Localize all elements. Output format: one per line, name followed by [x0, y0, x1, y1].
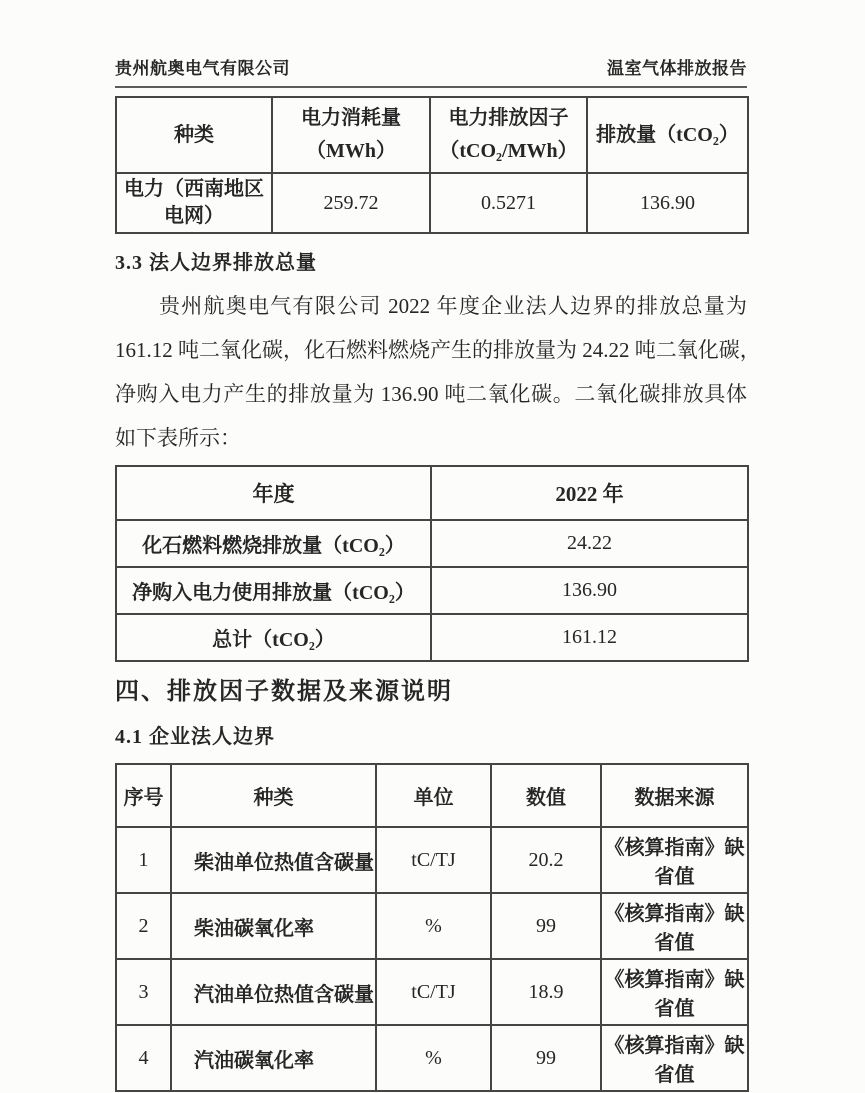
cell-index: 2 — [116, 893, 171, 959]
factor-row-2 — [116, 893, 748, 959]
cell-source: 《核算指南》缺省值 — [601, 959, 748, 1025]
table-row-electricity-use — [116, 567, 748, 614]
cell-total-label: 总计（tCO₂） — [116, 614, 431, 661]
table-header-row — [116, 466, 748, 520]
cell-source: 《核算指南》缺省值 — [601, 1025, 748, 1091]
header-cell-kind: 种类 — [171, 764, 376, 827]
cell-kind: 柴油碳氧化率 — [171, 893, 376, 959]
header-cell-factor — [430, 97, 587, 173]
cell-unit: % — [376, 893, 491, 959]
header-cell-consumption-line2: （MWh） — [306, 140, 396, 162]
cell-total-value: 161.12 — [431, 614, 748, 661]
cell-kind: 汽油单位热值含碳量 — [171, 959, 376, 1025]
factor-row-1 — [116, 827, 748, 893]
cell-kind: 柴油单位热值含碳量 — [171, 827, 376, 893]
emission-factors-table — [115, 763, 749, 1092]
cell-electricity-factor: 0.5271 — [430, 173, 587, 233]
cell-unit: tC/TJ — [376, 959, 491, 1025]
paragraph-line: 净购入电力产生的排放量为 136.90 吨二氧化碳。二氧化碳排放具体 — [115, 382, 747, 406]
header-cell-index: 序号 — [116, 764, 171, 827]
paragraph-line: 如下表所示： — [115, 426, 241, 450]
table-row-fossil — [116, 520, 748, 567]
header-cell-factor-line2: （tCO₂/MWh） — [439, 140, 578, 162]
emission-summary-table — [115, 465, 749, 662]
electricity-emission-table — [115, 96, 749, 234]
header-company-name: 贵州航奥电气有限公司 — [115, 59, 290, 78]
factor-row-4 — [116, 1025, 748, 1091]
section-3-3-paragraph — [115, 284, 761, 460]
table-header-row — [116, 764, 748, 827]
header-cell-emission: 排放量（tCO₂） — [587, 97, 748, 173]
header-cell-consumption — [272, 97, 430, 173]
paragraph-line: 贵州航奥电气有限公司 2022 年度企业法人边界的排放总量为 — [159, 294, 747, 318]
section-4-heading: 四、排放因子数据及来源说明 — [115, 679, 453, 705]
cell-index: 4 — [116, 1025, 171, 1091]
cell-electricity-kind: 电力（西南地区电网） — [116, 173, 272, 233]
header-cell-source: 数据来源 — [601, 764, 748, 827]
table-header-row — [116, 97, 748, 173]
header-cell-unit: 单位 — [376, 764, 491, 827]
cell-value: 20.2 — [491, 827, 601, 893]
cell-value: 99 — [491, 893, 601, 959]
header-cell-kind: 种类 — [116, 97, 272, 173]
cell-source: 《核算指南》缺省值 — [601, 827, 748, 893]
header-cell-consumption-line1: 电力消耗量 — [301, 107, 401, 129]
table-row-total — [116, 614, 748, 661]
cell-unit: tC/TJ — [376, 827, 491, 893]
header-cell-year-value: 2022 年 — [431, 466, 748, 520]
cell-electricity-use-label: 净购入电力使用排放量（tCO₂） — [116, 567, 431, 614]
cell-index: 3 — [116, 959, 171, 1025]
cell-value: 18.9 — [491, 959, 601, 1025]
cell-index: 1 — [116, 827, 171, 893]
header-cell-year-label: 年度 — [116, 466, 431, 520]
paragraph-line: 161.12 吨二氧化碳，化石燃料燃烧产生的排放量为 24.22 吨二氧化碳， — [115, 338, 761, 362]
section-4-1-heading: 4.1 企业法人边界 — [115, 726, 275, 748]
page-header — [115, 54, 747, 88]
cell-electricity-emission: 136.90 — [587, 173, 748, 233]
cell-electricity-consumption: 259.72 — [272, 173, 430, 233]
header-report-title: 温室气体排放报告 — [607, 59, 747, 78]
cell-fossil-label: 化石燃料燃烧排放量（tCO₂） — [116, 520, 431, 567]
cell-source: 《核算指南》缺省值 — [601, 893, 748, 959]
cell-unit: % — [376, 1025, 491, 1091]
header-cell-factor-line1: 电力排放因子 — [448, 107, 569, 129]
cell-fossil-value: 24.22 — [431, 520, 748, 567]
cell-value: 99 — [491, 1025, 601, 1091]
cell-kind: 汽油碳氧化率 — [171, 1025, 376, 1091]
table-row-electricity — [116, 173, 748, 233]
section-3-3-heading: 3.3 法人边界排放总量 — [115, 252, 317, 274]
cell-electricity-use-value: 136.90 — [431, 567, 748, 614]
factor-row-3 — [116, 959, 748, 1025]
header-cell-value: 数值 — [491, 764, 601, 827]
